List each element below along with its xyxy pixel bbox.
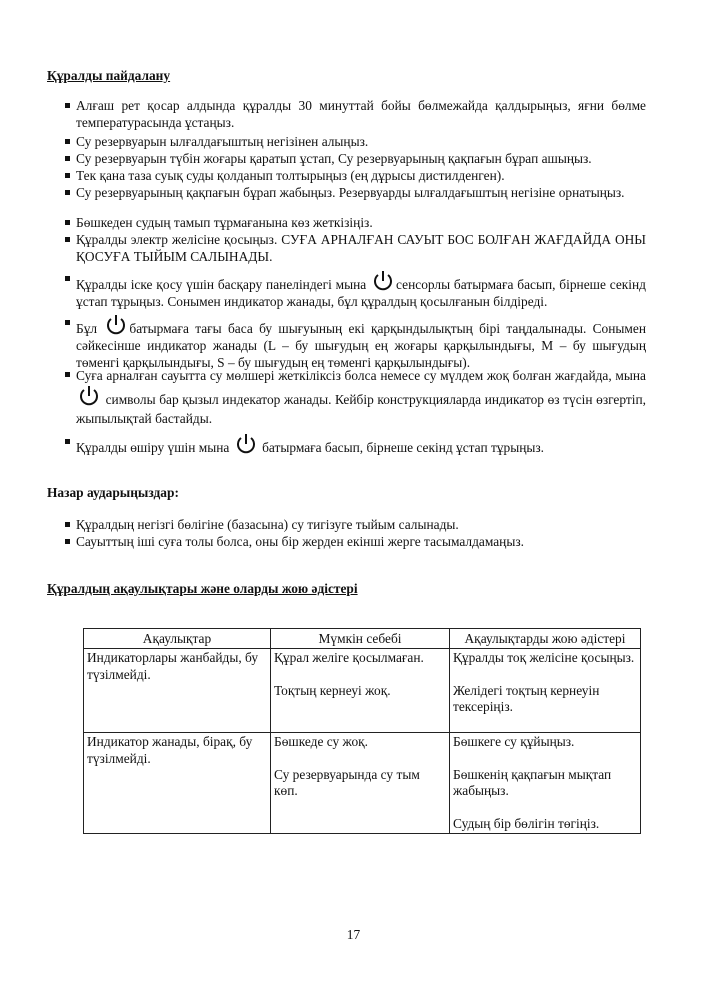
usage-item: Су резервуарының қақпағын бұрап жабыңыз. Резервуарды ылғалдағыштың негізіне орнатыңыз. [76,184,646,201]
header-cell: Ақаулықтарды жою әдістері [450,629,641,649]
power-item [76,314,646,371]
header-cell: Мүмкін себебі [271,629,450,649]
text: сенсорлы батырмаға басып, бірнеше секінд ұстап тұрыңыз. Сонымен индикатор жанады, бұл құралдың қосылғанын білдіреді. [76,277,646,309]
fix-cell [450,733,641,834]
power-icon [78,385,100,407]
page-number: 17 [346,927,361,942]
cause: Су резервуарында су тым көп. [274,766,420,798]
text: Суға арналған сауытта су мөлшері жеткіліксіз болса немесе су мүлдем жоқ болған жағдайда, мына [76,368,646,383]
text: Құралды іске қосу үшін басқару панеліндегі мына [76,277,367,292]
cause-cell [271,733,450,834]
fix: Бөшкенің қақпағын мықтап жабыңыз. [453,766,612,798]
table-row [84,649,641,733]
power-item [76,433,646,456]
usage-item: Құралды электр желісіне қосыңыз. СУҒА АРНАЛҒАН САУЫТ БОС БОЛҒАН ЖАҒДАЙДА ОНЫ ҚОСУҒА ТЫЙЫМ САЛЫНАДЫ. [76,232,646,264]
power-icon [372,270,394,292]
faults-table [83,628,641,834]
fix: Бөшкеге су құйыңыз. [453,734,575,749]
fault-cell: Индикаторлары жанбайды, бу түзілмейді. [84,649,271,733]
fix: Судың бір бөлігін төгіңіз. [453,815,600,831]
text: Құралды өшіру үшін мына [76,440,230,455]
usage-item: Су резервуарын түбін жоғары қаратып ұстап, Су резервуарының қақпағын бұрап ашыңыз. [76,150,646,167]
power-icon [105,314,127,336]
cause-cell [271,649,450,733]
fix: Құралды тоқ желісіне қосыңыз. [453,650,635,665]
header-cell: Ақаулықтар [84,629,271,649]
cause: Тоқтың кернеуі жоқ. [274,682,391,698]
usage-title: Құралды пайдалану [47,68,171,83]
power-item [76,270,646,310]
table-header-row [84,629,641,649]
attention-item: Сауыттың іші суға толы болса, оны бір жерден екінші жерге тасымалдамаңыз. [76,533,646,550]
text: батырмаға басып, бірнеше секінд ұстап тұрыңыз. [262,440,544,455]
text: батырмаға тағы баса бу шығуының екі қарқындылықтың бірі таңдалынады. Сонымен сәйкесінше индикатор жанады (L – бу шығудың ең жоғары қарқылындығы, M – бу шығудың төменгі қарқылындығы, S – бу шығудың ең төменгі қарқылындығы). [76,321,646,370]
table-row [84,733,641,834]
faults-title: Құралдың ақаулықтары және оларды жою әдістері [47,581,358,596]
usage-item: Алғаш рет қосар алдында құралды 30 минуттай бойы бөлмежайда қалдырыңыз, яғни бөлме температурасында ұстаңыз. [76,98,646,130]
cause: Бөшкеде су жоқ. [274,734,369,749]
power-item [76,366,646,428]
usage-item: Су резервуарын ылғалдағыштың негізінен алыңыз. [76,133,646,150]
text: символы бар қызыл индекатор жанады. Кейбір конструкцияларда индикатор өз түсін өзгертіп, жыпылықтай бастайды. [76,392,646,426]
text: Бұл [76,321,98,336]
fix: Желідегі тоқтың кернеуін тексеріңіз. [453,682,600,714]
fault-cell: Индикатор жанады, бірақ, бу түзілмейді. [84,733,271,834]
power-icon [235,433,257,455]
fix-cell [450,649,641,733]
attention-title: Назар аударыңыздар: [47,485,179,500]
attention-item: Құралдың негізгі бөлігіне (базасына) су тигізуге тыйым салынады. [76,516,646,533]
cause: Құрал желіге қосылмаған. [274,650,424,665]
usage-item: Тек қана таза суық суды қолданып толтырыңыз (ең дұрысы дистилденген). [76,167,646,184]
usage-item: Бөшкеден судың тамып тұрмағанына көз жеткізіңіз. [76,214,646,231]
